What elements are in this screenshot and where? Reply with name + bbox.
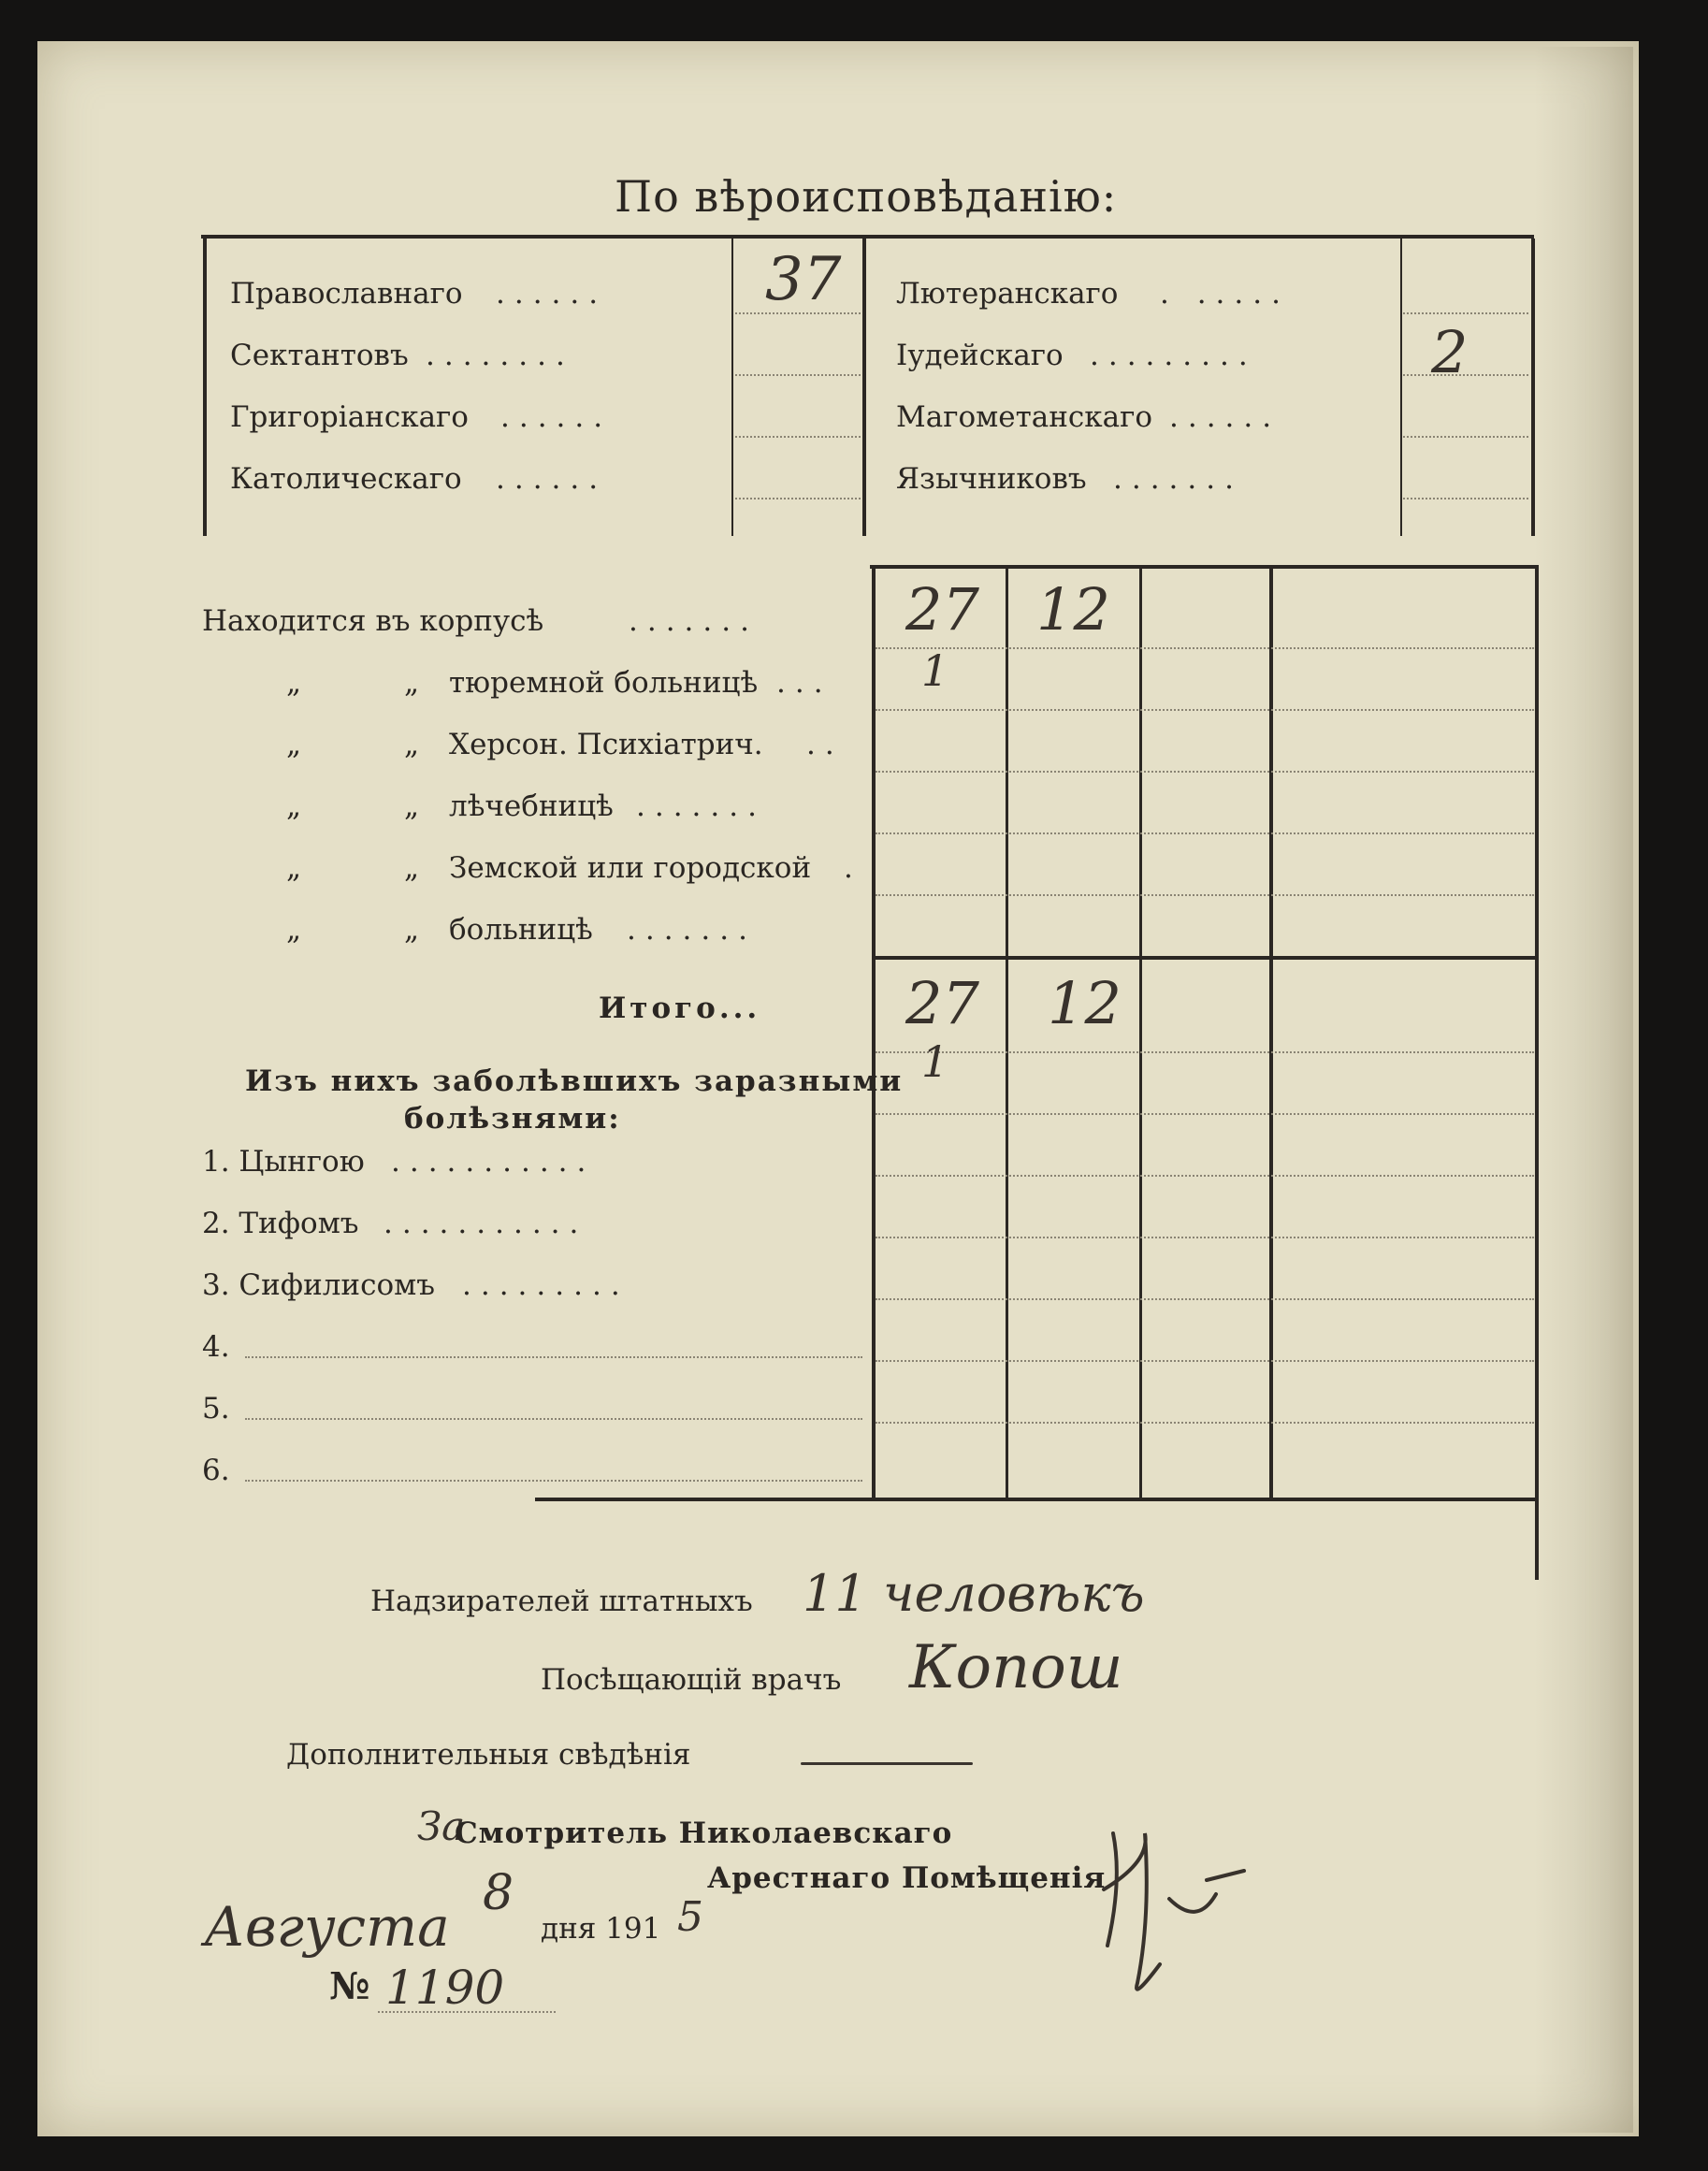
disease-scurvy-label: 1. Цынгою <box>202 1145 365 1179</box>
number-label: № <box>329 1964 370 2008</box>
religion-table-top <box>201 235 1534 239</box>
total-value-2: 12 <box>1048 969 1122 1037</box>
disease-blank-6-label: 6. <box>202 1454 230 1487</box>
disease-typhus-label: 2. Тифомъ <box>202 1207 359 1240</box>
staff-label: Надзирателей штатныхъ <box>370 1585 753 1618</box>
location-clinic-label: лѣчебницѣ <box>449 789 614 823</box>
total-label: Итого... <box>599 991 761 1025</box>
diseases-heading: Изъ нихъ заболѣвшихъ заразными <box>245 1064 904 1098</box>
religion-orthodox-label: Православнаго <box>230 277 463 311</box>
disease-blank-4-label: 4. <box>202 1330 230 1364</box>
signature-line2: Арестнаго Помѣщенія <box>707 1861 1107 1895</box>
location-hospital-label: больницѣ <box>449 913 593 947</box>
extra-info-dash <box>801 1762 973 1765</box>
religion-orthodox-value: 37 <box>765 245 842 314</box>
date-label: дня 191 <box>541 1912 661 1946</box>
diseases-heading-2: болѣзнями: <box>404 1102 621 1136</box>
location-zemstvo-label: Земской или городской <box>449 851 812 885</box>
religion-lutheran-label: Лютеранскаго <box>896 277 1119 311</box>
date-year: 5 <box>677 1893 703 1941</box>
religion-sectarian-label: Сектантовъ <box>230 339 409 372</box>
total-extra-mark: 1 <box>921 1036 949 1087</box>
signature-line1: Смотритель Николаевскаго <box>455 1816 953 1850</box>
extra-info-label: Дополнительныя свѣдѣнія <box>286 1738 691 1772</box>
religion-pagan-label: Язычниковъ <box>896 462 1087 496</box>
staff-value: 11 человѣкъ <box>803 1564 1145 1623</box>
religion-gregorian-label: Григоріанскаго <box>230 400 469 434</box>
religion-judaic-label: Іудейскаго <box>896 339 1064 372</box>
total-value-1: 27 <box>905 969 979 1037</box>
location-corpus-value-1: 27 <box>905 575 979 644</box>
date-day: 8 <box>483 1865 514 1921</box>
location-prison-value: 1 <box>921 645 949 696</box>
religion-muslim-label: Магометанскаго <box>896 400 1153 434</box>
doctor-value: Копош <box>909 1633 1123 1702</box>
religion-title: По вѣроисповѣданію: <box>615 171 1118 222</box>
religion-catholic-label: Католическаго <box>230 462 462 496</box>
doctor-label: Посѣщающій врачъ <box>541 1663 842 1697</box>
disease-blank-5-label: 5. <box>202 1392 230 1426</box>
signature-prefix: За <box>417 1803 466 1849</box>
date-month: Августа <box>204 1895 450 1959</box>
number-value: 1190 <box>385 1961 505 2015</box>
location-corpus-value-2: 12 <box>1036 575 1110 644</box>
location-corpus-label: Находится въ корпусѣ <box>202 604 544 638</box>
location-kherson-psych-label: Херсон. Психіатрич. <box>449 728 763 761</box>
disease-syphilis-label: 3. Сифилисомъ <box>202 1268 435 1302</box>
religion-judaic-value: 2 <box>1431 318 1469 386</box>
location-prison-hospital-label: тюремной больницѣ <box>449 666 759 700</box>
handwritten-signature <box>1094 1805 1281 2011</box>
